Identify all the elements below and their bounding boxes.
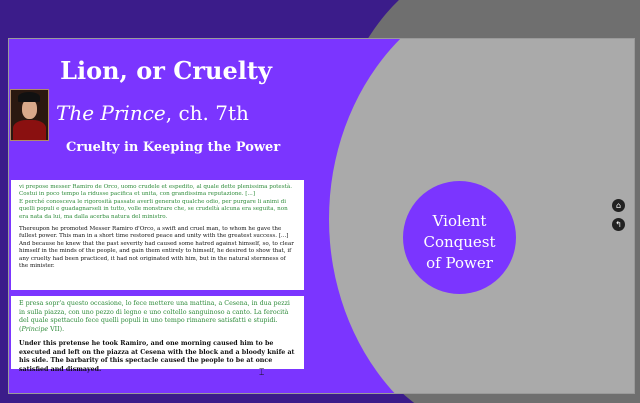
quote-box-2 [11, 296, 304, 373]
quote-2-citation: Principe [21, 326, 49, 334]
mouse-cursor-icon: ⌶ [259, 368, 265, 378]
quote-2-italian: E presa sopr'a questo occasione, lo fece mettere una mattina, a Cesena, in dua pezzi in sulla piazza, con uno pezzo di legno e uno coltello sanguinoso a canto. La ferocità del quale spettaculo fece quelli populi in uno tempo rimanere satisfatti e stupidi. (Principe VII). [19, 300, 290, 334]
quote-2-english: Under this pretense he took Ramiro, and one morning caused him to be executed and left on the piazza at Cesena with the block and a bloody knife at his side. The barbarity of this spectacle caused the people to be at once satisfied and dismayed. [19, 339, 295, 373]
subtitle-chapter: , ch. 7th [165, 101, 249, 125]
subtitle-book-title: The Prince [56, 101, 166, 125]
machiavelli-portrait [10, 89, 49, 141]
quote-1-english: Thereupon he promoted Messer Ramiro d'Orco, a swift and cruel man, to whom he gave the fullest power. This man in a short time restored peace and unity with the greatest success. [...] And because he knew that the past severity had caused some hatred against himself, so, to clear himself in the minds of the people, and gain them entirely to himself, he desired to show that, if any cruelty had been practiced, it had not originated with him, but in the natural sternness of the minister. [19, 226, 294, 270]
quote-box-1 [11, 180, 304, 290]
section-title: Cruelty in Keeping the Power [66, 140, 281, 155]
violent-conquest-bubble[interactable] [403, 181, 516, 294]
slide-title: Lion, or Cruelty [60, 56, 272, 85]
slide-subtitle [56, 101, 249, 125]
bubble-label: Violent Conquest of Power [423, 212, 496, 272]
home-icon[interactable]: ⌂ [612, 199, 625, 212]
back-arrow-icon[interactable]: ↰ [612, 218, 625, 231]
quote-1-italian: vi prepose messer Ramiro de Orco, uomo crudele et espedito, al quale dette plenissima potestà. Costui in poco tempo la ridusse pacifica et unita, con grandissima reputazione. [...] E perché conosceva le rigorosità passate averli generato qualche odio, per purgare li animi di quelli populi e guadagnarseli in tutto, volle monstrare che, se crudeltà alcuna era seguita, non era nata da lui, ma dalla acerba natura del ministro. [19, 184, 292, 220]
